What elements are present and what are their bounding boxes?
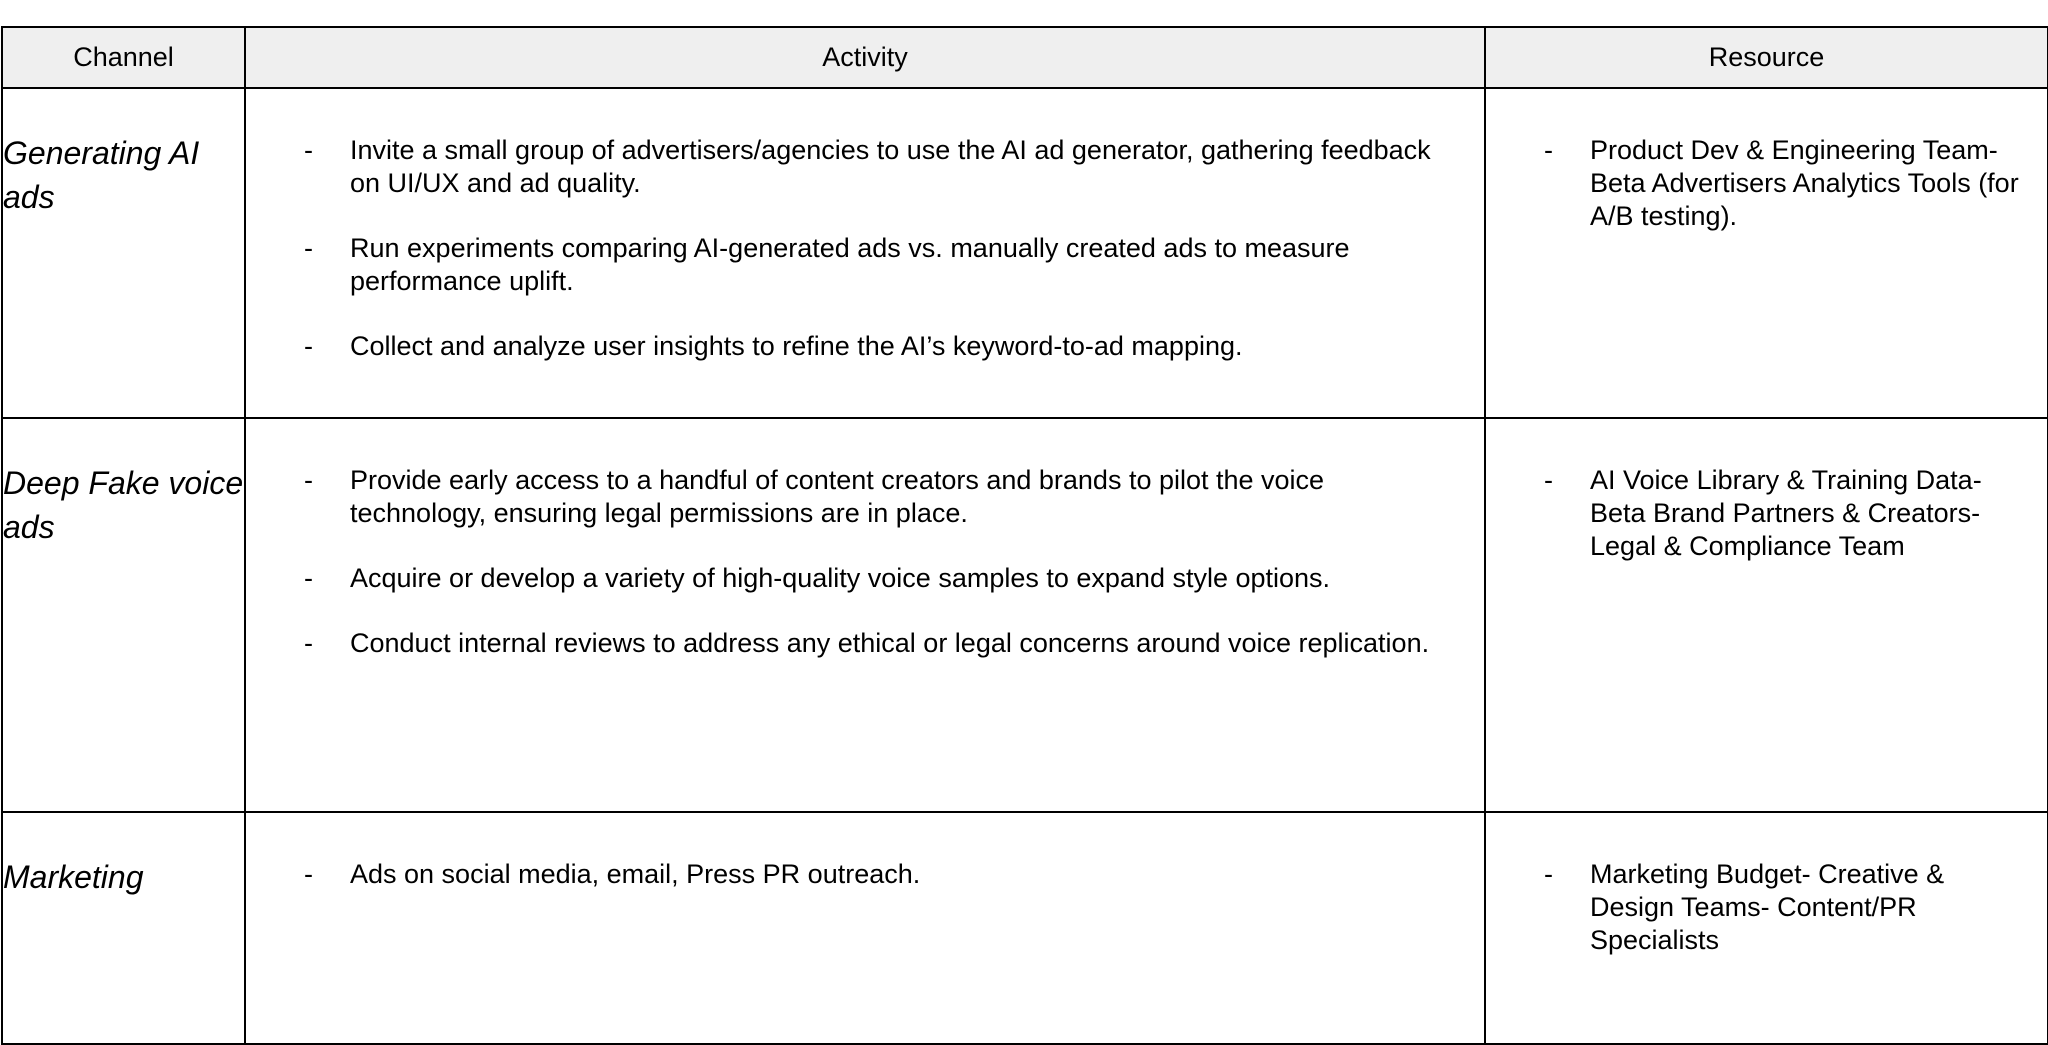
- plan-table: [1, 26, 2048, 1045]
- bullet-dash: -: [304, 628, 313, 658]
- activity-cell: [245, 418, 1485, 812]
- activity-list: [246, 813, 1484, 891]
- activity-item: [304, 562, 1444, 595]
- activity-item: [304, 330, 1444, 363]
- resource-item: [1544, 134, 2027, 233]
- bullet-dash: -: [1544, 465, 1553, 495]
- activity-text: Run experiments comparing AI-generated ads vs. manually created ads to measure performance uplift.: [350, 233, 1350, 296]
- resource-list: [1486, 813, 2047, 957]
- bullet-dash: -: [1544, 135, 1553, 165]
- resource-cell: [1485, 88, 2048, 418]
- channel-cell: Marketing: [2, 812, 245, 1044]
- header-row: [2, 27, 2048, 88]
- resource-text: Marketing Budget- Creative & Design Teams- Content/PR Specialists: [1590, 859, 1945, 955]
- activity-cell: [245, 88, 1485, 418]
- activity-text: Collect and analyze user insights to refine the AI’s keyword-to-ad mapping.: [350, 331, 1243, 361]
- resource-list: [1486, 89, 2047, 233]
- activity-text: Acquire or develop a variety of high-quality voice samples to expand style options.: [350, 563, 1331, 593]
- bullet-dash: -: [304, 465, 313, 495]
- bullet-dash: -: [304, 563, 313, 593]
- resource-text: Product Dev & Engineering Team- Beta Advertisers Analytics Tools (for A/B testing).: [1590, 135, 2019, 231]
- resource-text: AI Voice Library & Training Data- Beta Brand Partners & Creators- Legal & Compliance Team: [1590, 465, 1982, 561]
- channel-cell: Deep Fake voice ads: [2, 418, 245, 812]
- table-row: [2, 418, 2048, 812]
- resource-cell: [1485, 812, 2048, 1044]
- activity-item: [304, 134, 1444, 200]
- table-row: [2, 812, 2048, 1044]
- header-channel: Channel: [2, 27, 245, 88]
- bullet-dash: -: [1544, 859, 1553, 889]
- activity-text: Invite a small group of advertisers/agencies to use the AI ad generator, gathering feedback on UI/UX and ad quality.: [350, 135, 1431, 198]
- resource-cell: [1485, 418, 2048, 812]
- activity-list: [246, 89, 1484, 363]
- activity-text: Ads on social media, email, Press PR outreach.: [350, 859, 921, 889]
- bullet-dash: -: [304, 859, 313, 889]
- bullet-dash: -: [304, 233, 313, 263]
- header-activity: Activity: [245, 27, 1485, 88]
- bullet-dash: -: [304, 331, 313, 361]
- activity-text: Provide early access to a handful of content creators and brands to pilot the voice technology, ensuring legal permissions are in place.: [350, 465, 1325, 528]
- channel-cell: Generating AI ads: [2, 88, 245, 418]
- activity-item: [304, 232, 1444, 298]
- header-resource: Resource: [1485, 27, 2048, 88]
- activity-text: Conduct internal reviews to address any ethical or legal concerns around voice replication.: [350, 628, 1430, 658]
- resource-list: [1486, 419, 2047, 563]
- activity-item: [304, 627, 1444, 660]
- activity-item: [304, 858, 1444, 891]
- bullet-dash: -: [304, 135, 313, 165]
- activity-item: [304, 464, 1444, 530]
- activity-cell: [245, 812, 1485, 1044]
- activity-list: [246, 419, 1484, 660]
- table-row: [2, 88, 2048, 418]
- resource-item: [1544, 858, 2027, 957]
- resource-item: [1544, 464, 2027, 563]
